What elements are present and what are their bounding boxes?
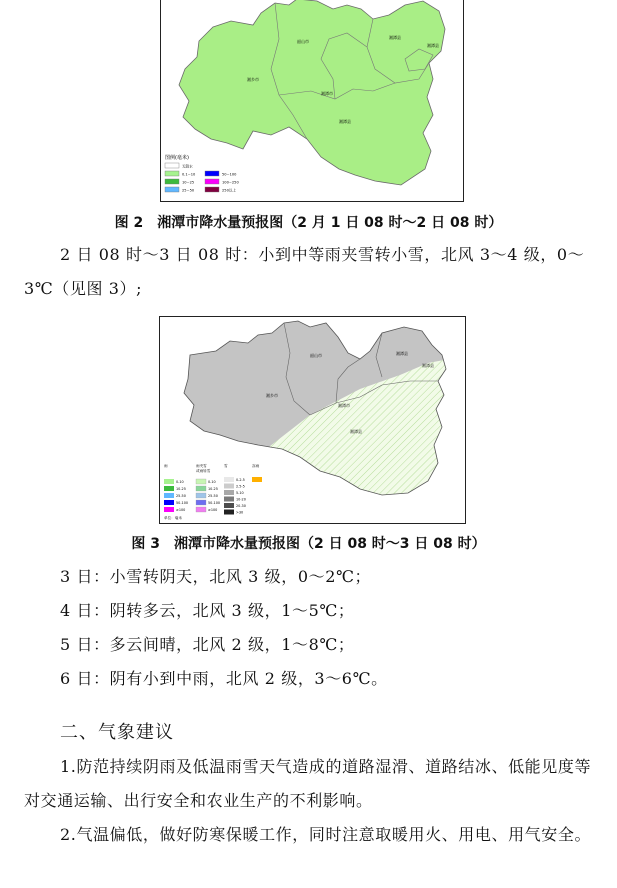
legend-swatch bbox=[165, 163, 179, 168]
map-legend bbox=[165, 154, 239, 193]
legend-swatch-sleet bbox=[196, 479, 206, 484]
legend-swatch bbox=[165, 179, 179, 184]
legend-swatch-snow bbox=[224, 484, 234, 489]
legend-label: 50~100 bbox=[222, 172, 237, 177]
map-label: 湘潭县 bbox=[389, 35, 401, 40]
legend-swatch-sleet bbox=[196, 486, 206, 491]
legend-label: 250以上 bbox=[222, 188, 237, 193]
map-label: 韶山市 bbox=[310, 353, 322, 358]
map-label: 韶山市 bbox=[297, 39, 309, 44]
map-label: 湘乡市 bbox=[266, 393, 278, 398]
legend-label-rain: 0-10 bbox=[176, 480, 184, 485]
legend-label-snow: 5-10 bbox=[236, 491, 244, 496]
forecast-day3: 3 日：小雪转阴天，北风 3 级，0～2℃； bbox=[60, 567, 372, 586]
figure-2-caption: 图 2 湘潭市降水量预报图（2 月 1 日 08 时～2 日 08 时） bbox=[114, 215, 503, 231]
map-figure-2-svg bbox=[161, 0, 463, 201]
forecast-paragraph-day2: 2 日 08 时～3 日 08 时：小到中等雨夹雪转小雪，北风 3～4 级，0～3℃（见图 3）; bbox=[24, 245, 585, 298]
legend-swatch-snow bbox=[224, 477, 234, 482]
legend-swatch bbox=[165, 187, 179, 192]
legend-swatch-sleet bbox=[196, 500, 206, 505]
legend-swatch-rain bbox=[164, 493, 174, 498]
section-heading: 二、气象建议 bbox=[60, 722, 174, 743]
map-label: 湘潭市 bbox=[321, 91, 333, 96]
legend-header: 冻雨 bbox=[252, 464, 260, 468]
legend-label: 10~25 bbox=[182, 180, 195, 185]
legend-swatch bbox=[165, 171, 179, 176]
figure-3-caption: 图 3 湘潭市降水量预报图（2 日 08 时～3 日 08 时） bbox=[131, 536, 486, 552]
map-label: 湘潭县 bbox=[339, 119, 351, 124]
map-legend bbox=[164, 463, 262, 520]
legend-label-snow: >30 bbox=[236, 510, 244, 515]
legend-header: 雪 bbox=[224, 464, 228, 468]
advice-item-2: 2.气温偏低，做好防寒保暖工作，同时注意取暖用火、用电、用气安全。 bbox=[60, 825, 592, 844]
legend-label-rain: 50-100 bbox=[176, 501, 189, 506]
legend-label: 25~50 bbox=[182, 188, 195, 193]
map-label: 湘潭县 bbox=[350, 429, 362, 434]
legend-swatch-snow bbox=[224, 510, 234, 515]
legend-label-sleet: ≥100 bbox=[208, 508, 218, 513]
map-label: 湘潭市 bbox=[338, 403, 350, 408]
legend-label-sleet: 0-10 bbox=[208, 480, 216, 485]
legend-swatch-rain bbox=[164, 486, 174, 491]
legend-label-snow: 0-2.5 bbox=[236, 478, 245, 483]
legend-label-rain: ≥100 bbox=[176, 508, 186, 513]
map-label: 湘乡市 bbox=[247, 77, 259, 82]
legend-header: 雨夹雪 bbox=[196, 464, 207, 468]
legend-swatch-snow bbox=[224, 503, 234, 508]
xiangtan-region-shape bbox=[179, 0, 445, 185]
map-figure-3-svg bbox=[160, 317, 465, 523]
legend-swatch-sleet bbox=[196, 493, 206, 498]
advice-item-1: 1.防范持续阴雨及低温雨雪天气造成的道路湿滑、道路结冰、低能见度等对交通运输、出行安全和农业生产的不利影响。 bbox=[24, 757, 592, 810]
legend-swatch-snow bbox=[224, 497, 234, 502]
legend-label-rain: 25-50 bbox=[176, 494, 186, 499]
map-label: 湘潭县 bbox=[396, 351, 408, 356]
legend-label-sleet: 10-25 bbox=[208, 487, 218, 492]
legend-label-snow: 10-20 bbox=[236, 497, 246, 502]
legend-label: 无降水 bbox=[182, 164, 193, 169]
map-label: 湘潭县 bbox=[427, 43, 439, 48]
legend-swatch-rain bbox=[164, 479, 174, 484]
forecast-day5: 5 日：多云间晴，北风 2 级，1～8℃； bbox=[60, 635, 355, 654]
legend-swatch bbox=[205, 187, 219, 192]
legend-swatch-sleet bbox=[196, 507, 206, 512]
legend-swatch-rain bbox=[164, 507, 174, 512]
legend-unit: 单位：毫米 bbox=[164, 516, 182, 520]
legend-label: 100~250 bbox=[222, 180, 239, 185]
legend-label-snow: 20-30 bbox=[236, 504, 246, 509]
legend-header: 雨 bbox=[164, 464, 168, 468]
legend-swatch-rain bbox=[164, 500, 174, 505]
legend-header: 或雨转雪 bbox=[196, 469, 211, 473]
legend-label-sleet: 25-50 bbox=[208, 494, 218, 499]
forecast-day6: 6 日：阴有小到中雨，北风 2 级，3～6℃。 bbox=[60, 669, 388, 688]
forecast-day4: 4 日：阴转多云，北风 3 级，1～5℃； bbox=[60, 601, 355, 620]
legend-label-rain: 10-25 bbox=[176, 487, 186, 492]
legend-swatch-freezing-rain bbox=[252, 477, 262, 482]
legend-title: 图例(毫米) bbox=[165, 155, 189, 161]
legend-swatch bbox=[205, 179, 219, 184]
legend-swatch bbox=[205, 171, 219, 176]
legend-swatch-snow bbox=[224, 490, 234, 495]
legend-label-snow: 2.5-5 bbox=[236, 484, 245, 489]
map-label: 湘潭县 bbox=[422, 363, 434, 368]
precipitation-map-figure-2 bbox=[160, 0, 464, 202]
legend-label-sleet: 50-100 bbox=[208, 501, 221, 506]
legend-label: 0.1~10 bbox=[182, 172, 196, 177]
precipitation-map-figure-3 bbox=[159, 316, 466, 524]
